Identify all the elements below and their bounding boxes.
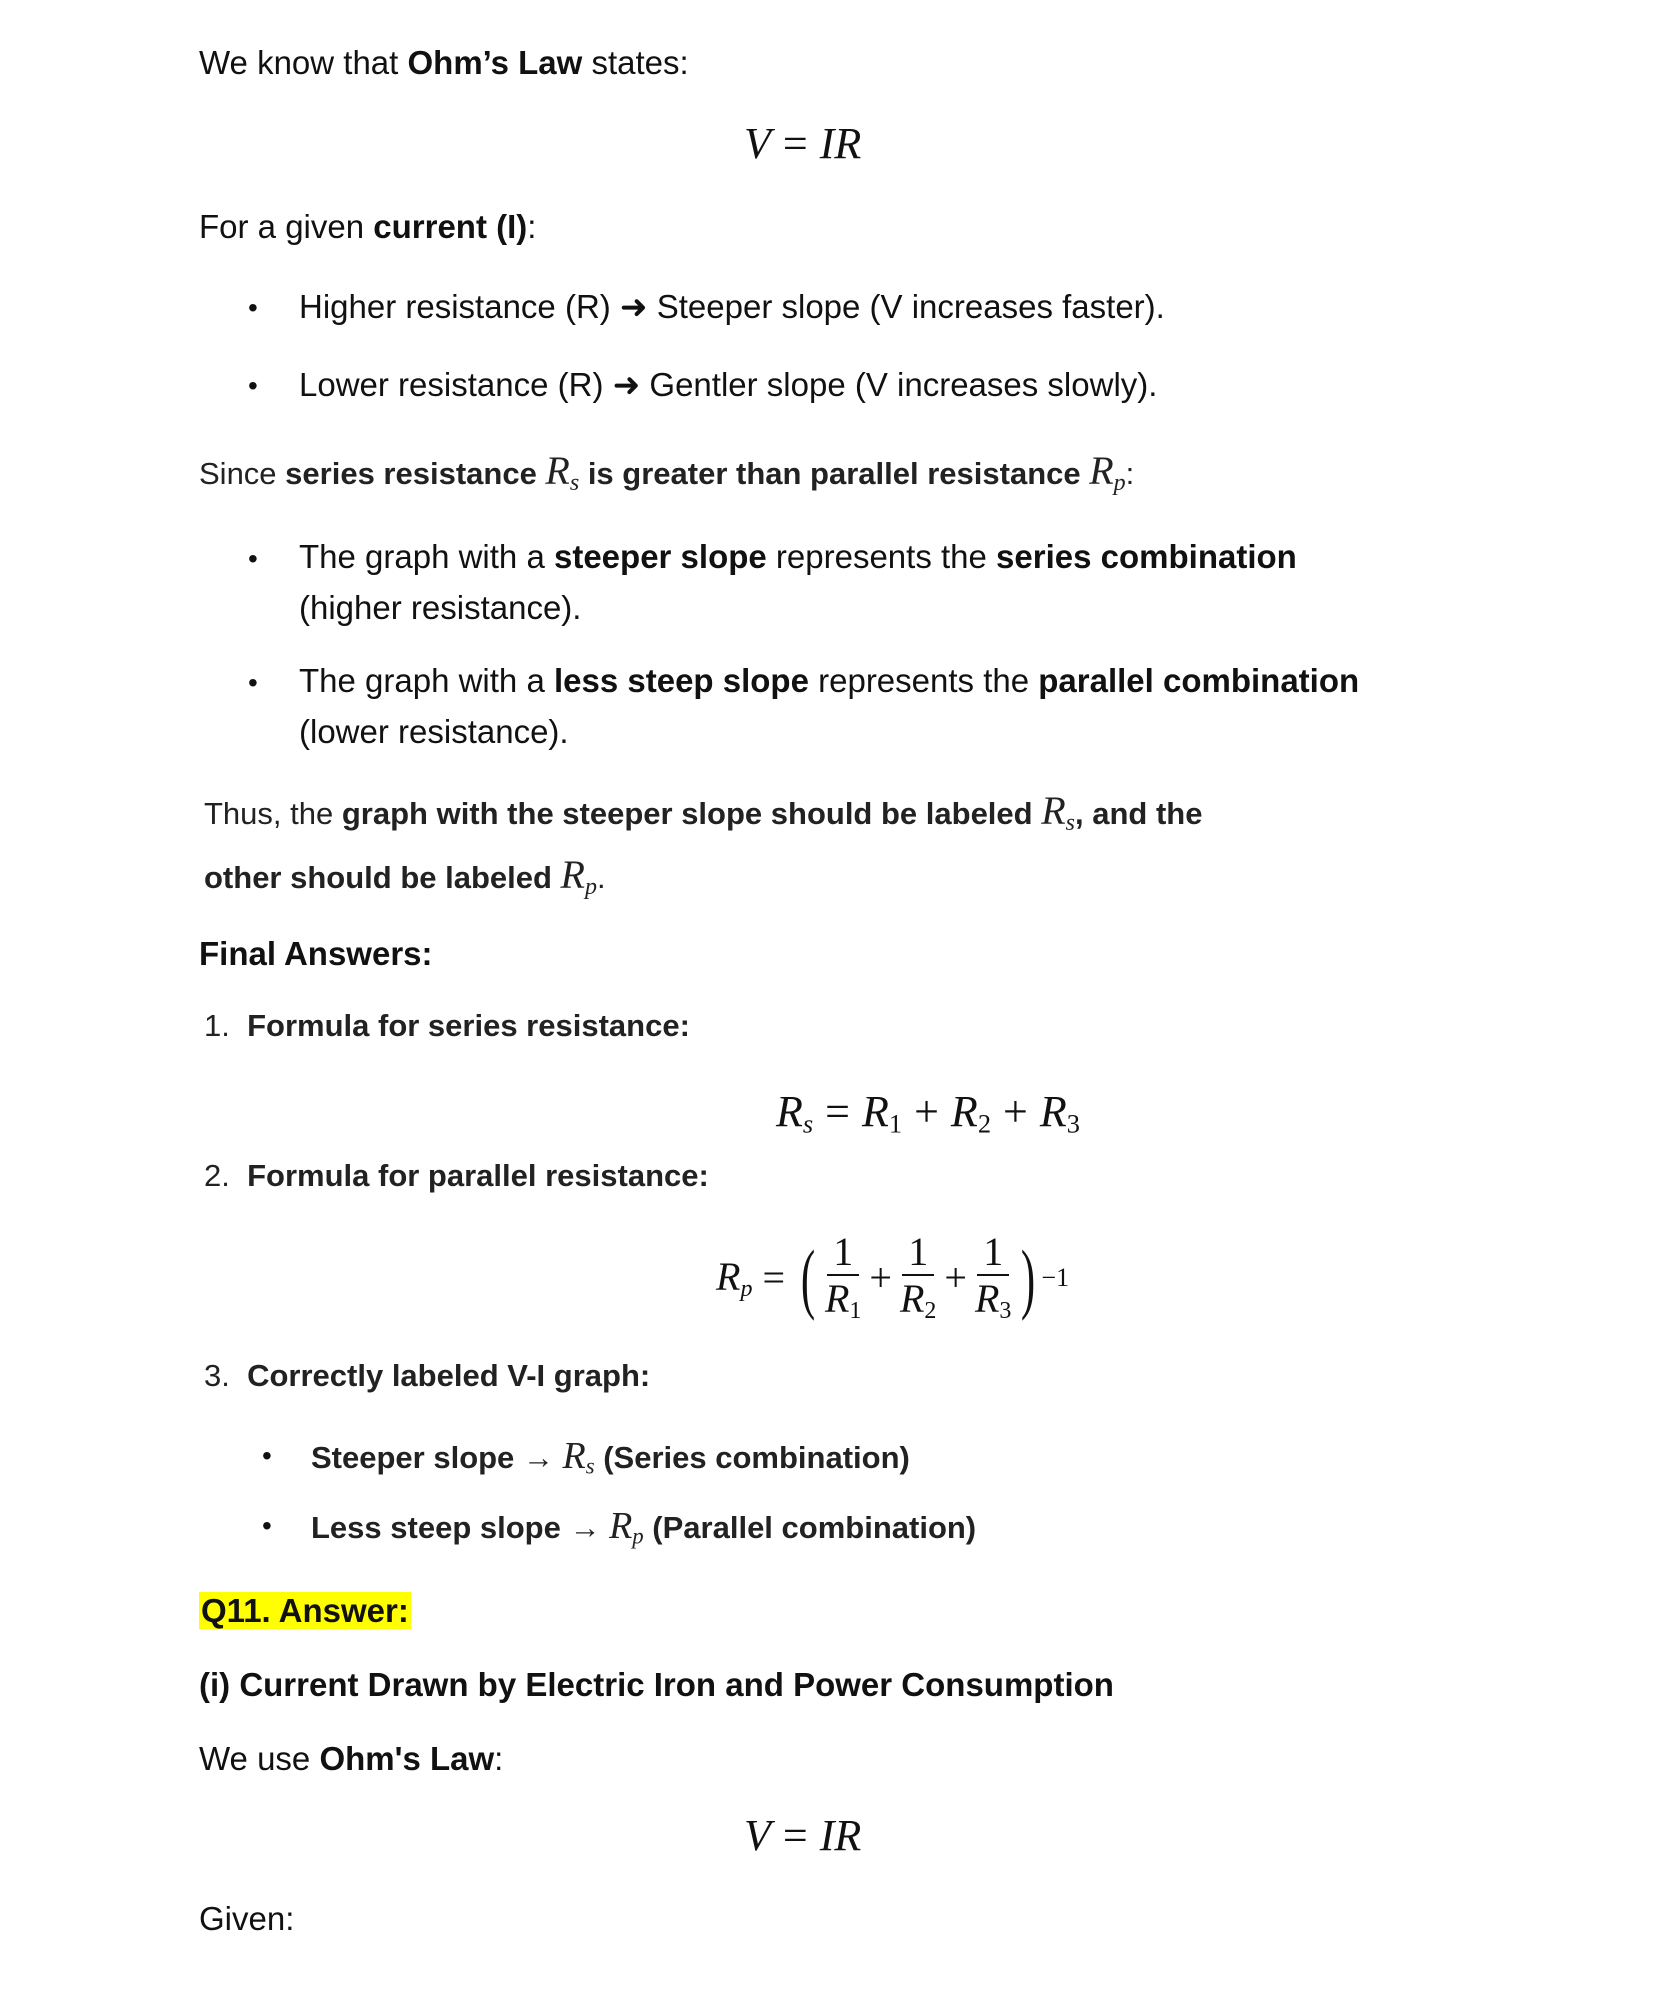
parallel-resistance-equation: $R_p$ = ( $\frac{1}{R_1}$ + $\frac{1}{R_2}$ + $\frac{1}{R_3}$ ) −1 bbox=[716, 1229, 1070, 1324]
ohms-law-equation: V = IR bbox=[744, 119, 862, 168]
fraction-2: $\frac{1}{R_2}$ bbox=[899, 1229, 937, 1324]
bullet-icon: • bbox=[262, 1510, 272, 1541]
bullet-icon: • bbox=[262, 1440, 272, 1471]
right-paren: ) bbox=[1021, 1233, 1036, 1321]
thus-line2: other should be labeled $R_p$. bbox=[204, 852, 606, 900]
fraction-1: $\frac{1}{R_1}$ bbox=[824, 1229, 862, 1324]
bullet-parallel-line1: The graph with a less steep slope represents the parallel combination bbox=[299, 662, 1360, 699]
answer-1: 1. Formula for series resistance: bbox=[204, 1008, 690, 1043]
bullet-icon: • bbox=[248, 543, 258, 574]
bullet-icon: • bbox=[248, 667, 258, 698]
bullet-parallel-line2: (lower resistance). bbox=[299, 713, 569, 750]
q11-heading: Q11. Answer: bbox=[201, 1592, 409, 1629]
fraction-3: $\frac{1}{R_3}$ bbox=[974, 1229, 1012, 1324]
graph-label-parallel: Less steep slope → $R_p$ (Parallel combination) bbox=[311, 1505, 977, 1549]
bullet-higher-resistance: Higher resistance (R) ➜ Steeper slope (V increases faster). bbox=[299, 288, 1165, 325]
answer-3: 3. Correctly labeled V-I graph: bbox=[204, 1358, 651, 1393]
answer-2: 2. Formula for parallel resistance: bbox=[204, 1158, 709, 1193]
bullet-lower-resistance: Lower resistance (R) ➜ Gentler slope (V increases slowly). bbox=[299, 366, 1158, 403]
final-answers-heading: Final Answers: bbox=[199, 935, 433, 972]
given-current-line: For a given current (I): bbox=[199, 208, 537, 245]
graph-label-series: Steeper slope → $R_s$ (Series combination) bbox=[311, 1435, 910, 1479]
exponent: −1 bbox=[1041, 1262, 1070, 1292]
bullet-icon: • bbox=[248, 292, 258, 323]
since-line: Since series resistance $R_s$ is greater than parallel resistance $R_p$: bbox=[199, 448, 1135, 496]
series-resistance-equation: $R_s = R_1 + R_2 + R_3$ bbox=[776, 1087, 1080, 1139]
left-paren: ( bbox=[800, 1233, 816, 1321]
ohms-law-equation-2: V = IR bbox=[744, 1811, 862, 1860]
we-use-line: We use Ohm's Law: bbox=[199, 1740, 504, 1777]
thus-line1: Thus, the graph with the steeper slope should be labeled $R_s$, and the bbox=[204, 788, 1203, 836]
intro-line: We know that Ohm’s Law states: bbox=[199, 44, 689, 81]
given-label: Given: bbox=[199, 1900, 295, 1937]
bullet-icon: • bbox=[248, 370, 258, 401]
bullet-series-line1: The graph with a steeper slope represents the series combination bbox=[299, 538, 1297, 575]
bullet-series-line2: (higher resistance). bbox=[299, 589, 582, 626]
part-i-heading: (i) Current Drawn by Electric Iron and Power Consumption bbox=[199, 1666, 1114, 1703]
